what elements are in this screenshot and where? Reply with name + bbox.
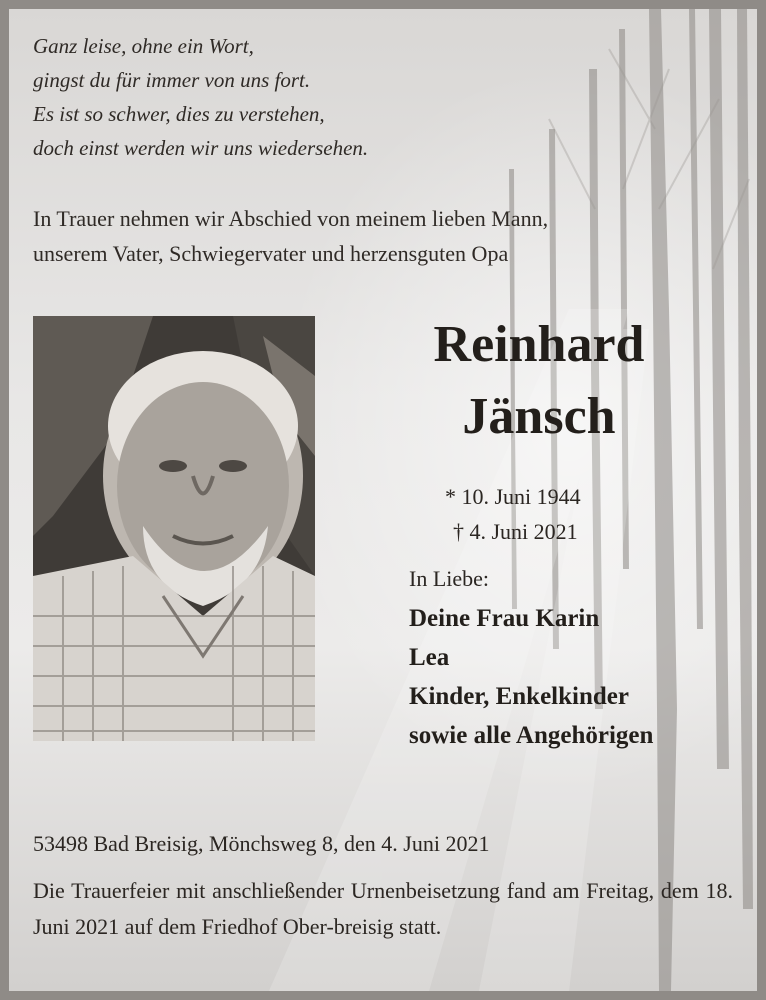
mourner: sowie alle Angehörigen — [409, 722, 654, 749]
poem-line: Es ist so schwer, dies zu verstehen, — [33, 102, 325, 126]
portrait-photo — [33, 316, 315, 741]
mourner: Lea — [409, 644, 450, 671]
mourner: Deine Frau Karin — [409, 605, 600, 632]
mourner: Kinder, Enkelkinder — [409, 683, 629, 710]
address-line: 53498 Bad Breisig, Mönchsweg 8, den 4. Juni 2021 — [33, 831, 490, 856]
ceremony-notice: Die Trauerfeier mit anschließender Urnenbeisetzung fand am Freitag, dem 18. Juni 2021 auf dem Friedhof Ober-breisig statt. — [33, 878, 733, 939]
poem-line: gingst du für immer von uns fort. — [33, 68, 311, 92]
last-name: Jänsch — [462, 388, 616, 445]
birth-date: * 10. Juni 1944 — [445, 484, 581, 509]
first-name: Reinhard — [433, 316, 645, 373]
poem-line: doch einst werden wir uns wiedersehen. — [33, 136, 369, 160]
life-dates — [429, 479, 581, 549]
poem — [33, 29, 368, 165]
intro-line: In Trauer nehmen wir Abschied von meinem lieben Mann, — [33, 206, 549, 231]
poem-line: Ganz leise, ohne ein Wort, — [33, 34, 254, 58]
intro-line: unserem Vater, Schwiegervater und herzensguten Opa — [33, 241, 509, 266]
obituary-card — [9, 9, 757, 991]
portrait-image — [33, 316, 315, 741]
in-love-label: In Liebe: — [409, 566, 490, 591]
intro-text — [33, 201, 753, 271]
death-date: † 4. Juni 2021 — [453, 519, 578, 544]
deceased-name — [339, 309, 739, 453]
mourners-list — [409, 599, 653, 755]
